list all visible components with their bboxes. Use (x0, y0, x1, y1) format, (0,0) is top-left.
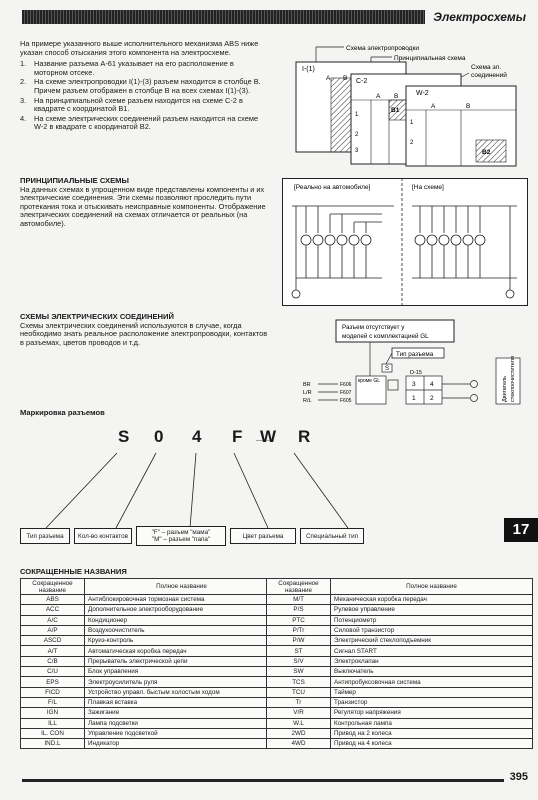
table-row (267, 728, 533, 738)
full-name-cell: Дополнительное электрооборудование (85, 605, 279, 615)
table-row (21, 728, 279, 738)
abbr-cell: IGN (21, 708, 85, 718)
full-name-cell: Привод на 4 колеса (331, 739, 533, 749)
note-line-2: моделей с комплектацией GL (342, 333, 429, 340)
table-row (267, 625, 533, 635)
marking-box-color: Цвет разъема (230, 528, 296, 544)
step-text: На схеме электрических соединений разъем находится на схеме W-2 в квадрате с координатой B2. (34, 113, 259, 132)
col-full-header: Полное название (331, 579, 533, 595)
marking-lines (20, 440, 520, 532)
row-1-label: 1 (355, 112, 359, 118)
abbr-cell: P/Tr (267, 625, 331, 635)
step-number: 2. (20, 77, 27, 87)
pin-1: 1 (412, 395, 416, 402)
principal-section (20, 177, 266, 229)
step-item (20, 115, 266, 132)
table-row (21, 687, 279, 697)
marking-box-special: Специальный тип (300, 528, 364, 544)
table-row (21, 646, 279, 656)
full-name-cell: Выключатель (331, 667, 533, 677)
abbr-cell: P/S (267, 605, 331, 615)
cell-b1: B1 (391, 107, 400, 114)
table-row (21, 677, 279, 687)
principal-title: ПРИНЦИПИАЛЬНЫЕ СХЕМЫ (20, 176, 129, 185)
full-name-cell: Управление подсветкой (85, 728, 279, 738)
full-name-cell: Рулевое управление (331, 605, 533, 615)
abbr-cell: S/V (267, 656, 331, 666)
abbr-cell: A/P (21, 625, 85, 635)
marking-box-gender (136, 526, 226, 546)
full-name-cell: Зажигание (85, 708, 279, 718)
connections-text: Схемы электрических соединений используются в случае, когда необходимо знать реальное расположение электропроводки, контактов в разъемах, цветов проводов и т.д. (20, 320, 268, 347)
label-scheme: [На схеме] (412, 184, 444, 191)
note-line-1: Разъем отсутствует у (342, 324, 405, 331)
table-row (21, 605, 279, 615)
full-name-cell: Антиблокировочная тормозная система (85, 595, 279, 605)
step-item (20, 78, 266, 95)
table-row (267, 605, 533, 615)
label-real: [Реально на автомобиле] (294, 184, 371, 191)
abbr-cell: ILL (21, 718, 85, 728)
marking-box-type: Тип разъема (20, 528, 70, 544)
sheet-c-label: C-2 (356, 78, 368, 85)
sheet-i-label: I-(1) (302, 66, 315, 73)
table-row (267, 656, 533, 666)
step-number: 4. (20, 113, 27, 123)
label-wiring: Схема электропроводки (346, 45, 419, 52)
col-b-label: B (343, 75, 348, 82)
abbr-cell: C/B (21, 656, 85, 666)
pin-label: F607 (340, 390, 352, 396)
intro-paragraph: На примере указанного выше исполнительного механизма ABS ниже указан способ отыскания этого компонента на электросхеме. (20, 39, 259, 57)
abbr-cell: M/T (267, 595, 331, 605)
table-row (267, 739, 533, 749)
abbr-cell: FICD (21, 687, 85, 697)
gender-line-2: "M" – разъем "папа" (151, 536, 211, 543)
footer-line (22, 770, 528, 782)
gender-line-1: "F" – разъем "мама" (151, 529, 211, 536)
pin-4: 4 (430, 381, 434, 388)
col-b-label: B (466, 103, 471, 110)
sheet-w-label: W-2 (416, 90, 429, 97)
abbr-cell: C/U (21, 667, 85, 677)
header-bar (22, 10, 528, 24)
col-abbr-header: Сокращенное название (267, 579, 331, 595)
table-row (21, 625, 279, 635)
wire-label: R/L (303, 398, 312, 404)
side-label-1: Двигатель (502, 376, 508, 402)
full-name-cell: Механическая коробка передач (331, 595, 533, 605)
table-row (21, 739, 279, 749)
connector-type-label: Тип разъема (396, 351, 434, 358)
abbr-cell: F/L (21, 697, 85, 707)
step-number: 1. (20, 59, 27, 69)
table-row (21, 667, 279, 677)
code-d15: D-15 (410, 370, 422, 376)
table-row (21, 615, 279, 625)
full-name-cell: Лампа подсветки (85, 718, 279, 728)
abbr-cell: ST (267, 646, 331, 656)
pin-label: F605 (340, 398, 352, 404)
step-text: На схеме электропроводки I(1)-(3) разъем находится в столбце B. Причем разъем отображен в столбце B на всех схемах I(1)-(3). (34, 77, 261, 95)
code-char: R (298, 427, 312, 446)
abbr-cell: Tr (267, 697, 331, 707)
wire-label: L/R (303, 390, 312, 396)
table-row (267, 667, 533, 677)
abbreviations-title: СОКРАЩЕННЫЕ НАЗВАНИЯ (20, 567, 127, 576)
row-3-label: 3 (355, 148, 359, 154)
abbr-cell: A/T (21, 646, 85, 656)
marking-box-contacts: Кол-во контактов (74, 528, 132, 544)
table-row (21, 636, 279, 646)
label-principal: Принципиальная схема (394, 55, 466, 62)
except-gl-label: кроме GL (358, 378, 381, 384)
full-name-cell: Привод на 2 колеса (331, 728, 533, 738)
full-name-cell: Круиз-контроль (85, 636, 279, 646)
step-item (20, 60, 266, 77)
abbr-cell: P/W (267, 636, 331, 646)
full-name-cell: Плавкая вставка (85, 697, 279, 707)
step-number: 3. (20, 95, 27, 105)
full-name-cell: Силовой транзистор (331, 625, 533, 635)
abbr-cell: TCU (267, 687, 331, 697)
principal-figure (282, 178, 528, 306)
abbreviations-table-right (266, 578, 533, 749)
code-char: F (232, 427, 244, 446)
code-char: 4 (192, 427, 203, 446)
full-name-cell: Прерыватель электрической цепи (85, 656, 279, 666)
table-row (267, 687, 533, 697)
step-text: На принципиальной схеме разъем находится на схеме C-2 в квадрате с координатой B1. (34, 95, 243, 114)
abbr-cell: ASCD (21, 636, 85, 646)
connector-figure (300, 318, 528, 406)
marking-title: Маркировка разъемов (20, 408, 105, 417)
step-item (20, 97, 266, 114)
full-name-cell: Кондиционер (85, 615, 279, 625)
full-name-cell: Устройство управл. быстым холостым ходом (85, 687, 279, 697)
table-row (21, 595, 279, 605)
row-1-label: 1 (410, 120, 414, 126)
table-row (267, 595, 533, 605)
table-row (21, 697, 279, 707)
full-name-cell: Индикатор (85, 739, 279, 749)
code-s: S (385, 366, 390, 372)
full-name-cell: Антипробуксовочная система (331, 677, 533, 687)
full-name-cell: Электроусилитель руля (85, 677, 279, 687)
table-row (267, 708, 533, 718)
label-connections-2: соединений (471, 72, 507, 79)
col-abbr-header: Сокращенное название (21, 579, 85, 595)
side-label-2: стеклоочистителя (510, 356, 516, 402)
pin-label: F606 (340, 382, 352, 388)
intro-steps (20, 60, 266, 132)
full-name-cell: Автоматическая коробка передач (85, 646, 279, 656)
table-row (267, 697, 533, 707)
col-a-label: A (326, 75, 331, 82)
full-name-cell: Регулятор напряжения (331, 708, 533, 718)
abbr-cell: TCS (267, 677, 331, 687)
abbreviations-table-left (20, 578, 279, 749)
full-name-cell: Электроклапан (331, 656, 533, 666)
code-char: S (118, 427, 131, 446)
chapter-tab: 17 (504, 518, 538, 542)
wire-label: BR (303, 382, 311, 388)
label-connections-1: Схема эл. (471, 64, 502, 71)
pin-3: 3 (412, 381, 416, 388)
page-title: Электросхемы (425, 9, 528, 25)
full-name-cell: Сигнал START (331, 646, 533, 656)
full-name-cell: Таймер (331, 687, 533, 697)
page-number: 395 (504, 771, 528, 783)
table-row (21, 708, 279, 718)
table-row (21, 656, 279, 666)
connections-section (20, 313, 270, 347)
abbr-cell: 2WD (267, 728, 331, 738)
pin-2: 2 (430, 395, 434, 402)
abbr-cell: V/R (267, 708, 331, 718)
col-full-header: Полное название (85, 579, 279, 595)
abbr-cell: ABS (21, 595, 85, 605)
code-char: 0 (154, 427, 165, 446)
full-name-cell: Воздухоочиститель (85, 625, 279, 635)
abbr-cell: 4WD (267, 739, 331, 749)
principal-text: На данных схемах в упрощенном виде представлены компоненты и их электрические соединения. Эти схемы позволяют проследить пути протекания тока и отыскивать неисправные компоненты. Отображение электрических соединений на схемах отличается от реальных (на автомобиле). (20, 184, 266, 228)
code-char: W (260, 427, 278, 446)
abbr-cell: PTC (267, 615, 331, 625)
row-2-label: 2 (355, 132, 359, 138)
table-row (267, 615, 533, 625)
full-name-cell: Контрольная лампа (331, 718, 533, 728)
col-b-label: B (394, 93, 399, 100)
cell-b2: B2 (482, 149, 491, 156)
full-name-cell: Блок управления (85, 667, 279, 677)
step-text: Название разъема A-61 указывает на его расположение в моторном отсеке. (34, 59, 234, 77)
abbr-cell: W.L (267, 718, 331, 728)
table-row (267, 718, 533, 728)
full-name-cell: Электрический стеклоподъемник (331, 636, 533, 646)
table-row (21, 718, 279, 728)
connections-title: СХЕМЫ ЭЛЕКТРИЧЕСКИХ СОЕДИНЕНИЙ (20, 312, 174, 321)
table-row (267, 646, 533, 656)
col-a-label: A (376, 93, 381, 100)
table-row (267, 677, 533, 687)
abbr-cell: A/C (21, 615, 85, 625)
abbr-cell: ACC (21, 605, 85, 615)
abbr-cell: IL. CON (21, 728, 85, 738)
row-2-label: 2 (410, 140, 414, 146)
abbr-cell: SW (267, 667, 331, 677)
abbr-cell: EPS (21, 677, 85, 687)
table-row (267, 636, 533, 646)
full-name-cell: Потенциометр (331, 615, 533, 625)
full-name-cell: Транзистор (331, 697, 533, 707)
abbr-cell: IND.L (21, 739, 85, 749)
locator-figure (276, 40, 528, 174)
col-a-label: A (431, 103, 436, 110)
intro-text (20, 40, 266, 133)
